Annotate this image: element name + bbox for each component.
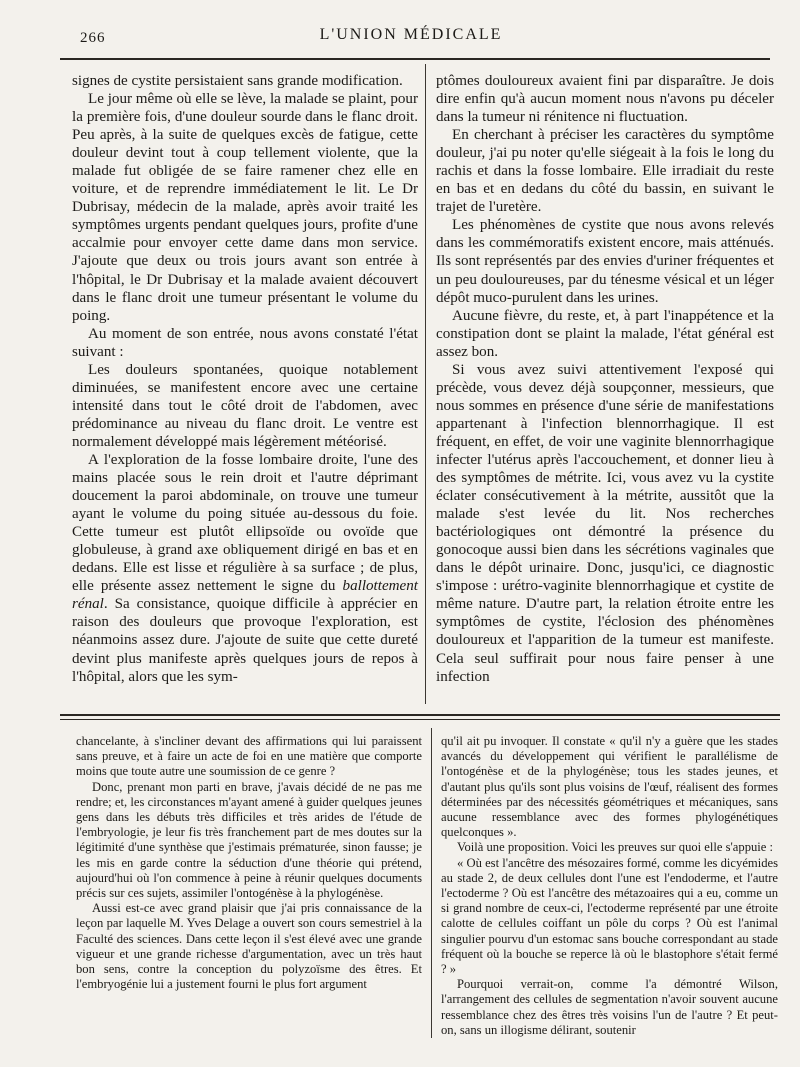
paragraph: qu'il ait pu invoquer. Il constate « qu'il n'y a guère que les stades avancés du développement qui vérifient le parallélisme de l'ontogénèse et de la phylogénèse; tous les stades jeunes, et d'autant plus qu'ils sont plus voisins de l'œuf, réalisent des formes déterminées par des nécessités géométriques et mécaniques, sans aucune ressemblance avec des formes phylogénétiques quelconques ».: [441, 734, 778, 840]
upper-left-column: [72, 72, 418, 686]
paragraph: « Où est l'ancêtre des mésozaires formé, comme les dicyémides au stade 2, de deux cellules dont l'une est l'endoderme, et l'autre l'ectoderme ? Où est l'ancêtre des métazoaires qui a eu, comme un si grand nombre de ceux-ci, l'ectoderme représenté par une étroite calotte de cellules coiffant un pôle du corps ? Où est l'animal singulier pourvu d'un estomac sans bouche correspondant au stade fréquent où la bouche se reperce là où le blastophore s'était fermé ? »: [441, 855, 778, 977]
paragraph: En cherchant à préciser les caractères du symptôme douleur, j'ai pu noter qu'elle siégeait à la fois le long du rachis et dans la fosse lombaire. Elle irradiait du reste en bas et en dedans du côté du bassin, en suivant le trajet de l'uretère.: [436, 127, 774, 216]
paragraph: ptômes douloureux avaient fini par disparaître. Je dois dire enfin qu'à aucun moment nous n'avons pu déceler dans la tumeur ni rénitence ni fluctuation.: [436, 73, 774, 126]
text-run: A l'exploration de la fosse lombaire droite, l'une des mains placée sous le rein droit et l'autre déprimant doucement la paroi abdominale, on trouve une tumeur ayant le volume du poing située au-dessous du foie. Cette tumeur est plutôt ellipsoïde ou ovoïde que globuleuse, à grand axe obliquement dirigé en bas et en dedans. Elle est lisse et régulière à sa surface ; de plus, elle présente assez nettement le signe du: [72, 451, 418, 595]
lower-left-column: [76, 734, 422, 992]
paragraph: chancelante, à s'incliner devant des affirmations qui lui paraissent sans preuve, et à faire un acte de foi en une matière que comporte moins que toute autre une soumission de ce genre ?: [76, 734, 422, 779]
lower-right-column: [441, 734, 778, 1038]
paragraph: Pourquoi verrait-on, comme l'a démontré Wilson, l'arrangement des cellules de segmentation n'avoir souvent aucune ressemblance chez des êtres très voisins l'un de l'autre ? Et peut-on, sans un illogisme délirant, soutenir: [441, 977, 778, 1037]
text-run: . Sa consistance, quoique difficile à apprécier en raison des douleurs que provoque l'exploration, est néanmoins assez dure. J'ajoute de suite que cette dureté devint plus manifeste après quelques jours de repos à l'hôpital, alors que les sym-: [72, 596, 418, 685]
page-number: 266: [80, 30, 106, 46]
paragraph: Aussi est-ce avec grand plaisir que j'ai pris connaissance de la leçon par laquelle M. Yves Delage a ouvert son cours semestriel à la Faculté des sciences. Dans cette leçon il s'est élevé avec une grande vigueur et une grande richesse d'argumentation, avec un très haut bon sens, contre la conception du polyzoïsme des êtres. Et l'embryogénie lui a justement fourni le plus fort argument: [76, 901, 422, 992]
italic-term: ballottement rénal: [72, 578, 418, 613]
paragraph: Les phénomènes de cystite que nous avons relevés dans les commémoratifs existent encore, mais atténués. Ils sont représentés par des envies d'uriner fréquentes et un peu douloureuses, par du ténesme vésical et un léger dépôt muco-purulent dans les urines.: [436, 217, 774, 306]
paragraph: signes de cystite persistaient sans grande modification.: [72, 73, 403, 89]
paragraph: Donc, prenant mon parti en brave, j'avais décidé de ne pas me rendre; et, les circonstances m'ayant amené à guider quelques jeunes gens dans les débuts très difficiles et très arides de l'étude de l'embryologie, je leur fis très franchement part de mes doutes sur la légitimité d'une synthèse que j'estimais prématurée, sinon fausse; je les mis en garde contre la séduction d'une théorie qui prétend, aujourd'hui où l'on commence à peine à réunir quelques documents précis sur ces sujets, assimiler l'ontogénèse à la phylogénèse.: [76, 779, 422, 901]
paragraph: Voilà une proposition. Voici les preuves sur quoi elle s'appuie :: [457, 840, 774, 855]
paragraph: Le jour même où elle se lève, la malade se plaint, pour la première fois, d'une douleur sourde dans le flanc droit. Peu après, à la suite de quelques excès de fatigue, cette douleur devint tout à coup tellement violente, que la malade fut obligée de se faire ramener chez elle en voiture, et de reprendre immédiatement le lit. Le Dr Dubrisay, médecin de la malade, après avoir traité les symptômes urgents pendant quelques jours, profite d'une accalmie pour envoyer cette dame dans mon service. J'ajoute que deux ou trois jours avant son entrée à l'hôpital, le Dr Dubrisay et la malade avaient découvert dans le flanc droit une tumeur présentant le volume du poing.: [72, 91, 418, 324]
paragraph: Les douleurs spontanées, quoique notablement diminuées, se manifestent encore avec une certaine intensité dans tout le côté droit de l'abdomen, avec prédominance au niveau du flanc droit. Le ventre est normalement développé mais légèrement météorisé.: [72, 361, 418, 450]
column-divider: [425, 64, 426, 704]
section-rule: [60, 714, 780, 716]
column-divider: [431, 728, 432, 1038]
paragraph: Aucune fièvre, du reste, et, à part l'inappétence et la constipation dont se plaint la malade, l'état général est assez bon.: [436, 307, 774, 360]
section-rule-thin: [60, 719, 780, 720]
header-rule: [60, 58, 770, 60]
journal-title: L'UNION MÉDICALE: [319, 26, 503, 43]
running-head: [62, 22, 760, 52]
paragraph: Au moment de son entrée, nous avons constaté l'état suivant :: [72, 325, 418, 360]
paragraph: Si vous avez suivi attentivement l'exposé qui précède, vous devez déjà soupçonner, messieurs, que nous sommes en présence d'une série de manifestations appartenant à l'infection blennorrhagique. Il est fréquent, en effet, de voir une vaginite blennorrhagique infecter l'utérus après l'accouchement, et donner lieu à des symptômes de métrite. Ici, vous avez vu la cystite éclater consécutivement à la métrite, aussitôt que la malade s'est levée du lit. Nos recherches bactériologiques ont démontré la présence du gonocoque aussi bien dans les sécrétions vaginales que dans le dépôt urinaire. Donc, jusqu'ici, ce diagnostic s'impose : urétro-vaginite blennorrhagique et cystite de même nature. D'autre part, la relation étroite entre les symptômes de cystite, l'éclosion des phénomènes douloureux et l'apparition de la tumeur est manifeste. Cela seul suffirait pour nous faire penser à une infection: [436, 361, 774, 685]
upper-right-column: [436, 72, 774, 686]
paragraph: [72, 451, 418, 686]
